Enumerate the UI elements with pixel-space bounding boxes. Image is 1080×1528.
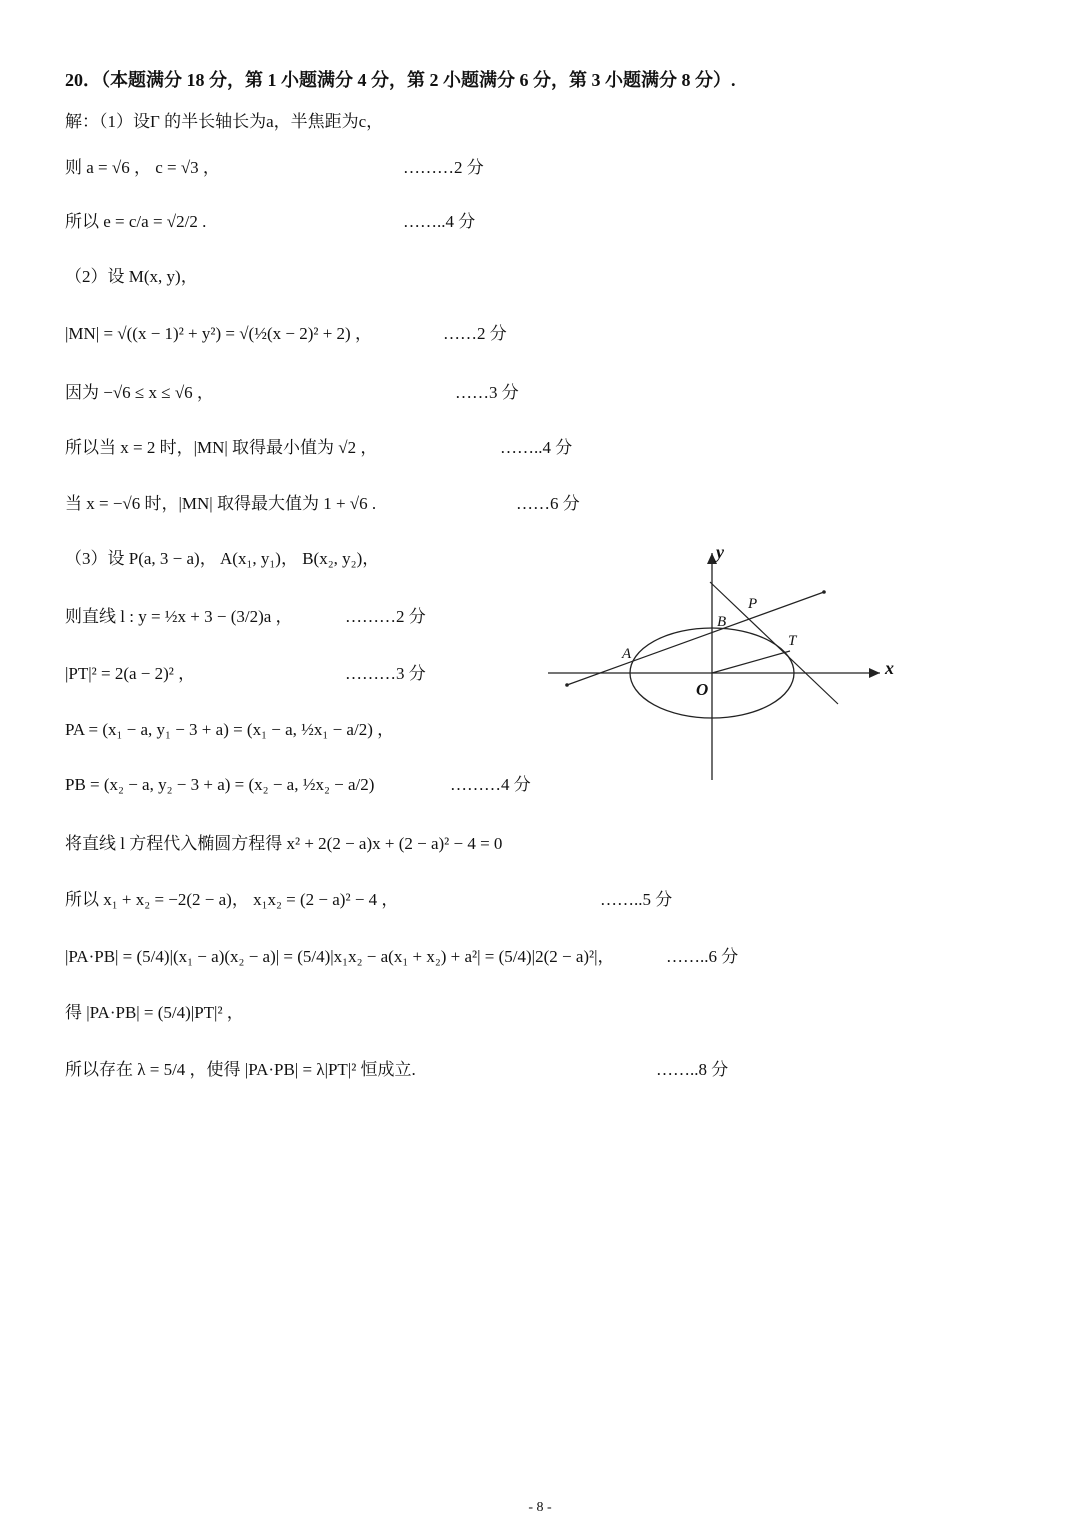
x-axis-label: x bbox=[885, 658, 894, 678]
point-p-label: P bbox=[748, 596, 758, 612]
line-16: |PA·PB| = (5/4)|(x₁ − a)(x₂ − a)| = (5/4)|x₁x₂ − a(x₁ + x₂) + a²| = (5/4)|2(2 − a)²|， bbox=[65, 947, 615, 966]
segment-ot bbox=[712, 651, 790, 673]
line-4: （2）设 M(x, y)， bbox=[65, 267, 198, 286]
y-axis-label: y bbox=[716, 542, 724, 562]
points-5: ……2 分 bbox=[443, 324, 507, 343]
points-7: ……..4 分 bbox=[500, 438, 573, 457]
line-3: 所以 e = c/a = √2/2 . bbox=[65, 212, 207, 231]
line-2: 则 a = √6 ， c = √3 ， bbox=[65, 158, 220, 177]
points-10: ………2 分 bbox=[345, 607, 426, 626]
line-18: 所以存在 λ = 5/4 ，使得 |PA·PB| = λ|PT|² 恒成立. bbox=[65, 1060, 416, 1079]
line-14: 将直线 l 方程代入椭圆方程得 x² + 2(2 − a)x + (2 − a)² − 4 = 0 bbox=[65, 834, 503, 853]
line-pt bbox=[710, 582, 838, 704]
problem-header: 20．（本题满分 18 分，第 1 小题满分 4 分，第 2 小题满分 6 分，第 3 小题满分 8 分）. bbox=[65, 70, 736, 90]
line-7: 所以当 x = 2 时，|MN| 取得最小值为 √2 ， bbox=[65, 438, 378, 457]
points-18: ……..8 分 bbox=[656, 1060, 729, 1079]
line-l-end-left bbox=[565, 683, 569, 687]
points-13: ………4 分 bbox=[450, 775, 531, 794]
line-l bbox=[567, 592, 824, 685]
line-9: （3）设 P(a, 3 − a)， A(x₁, y₁)， B(x₂, y₂)， bbox=[65, 549, 380, 568]
points-16: ……..6 分 bbox=[666, 947, 739, 966]
line-5: |MN| = √((x − 1)² + y²) = √(½(x − 2)² + 2) ， bbox=[65, 324, 372, 343]
line-15: 所以 x₁ + x₂ = −2(2 − a)， x₁x₂ = (2 − a)² − 4 ， bbox=[65, 890, 399, 909]
line-8: 当 x = −√6 时，|MN| 取得最大值为 1 + √6 . bbox=[65, 494, 377, 513]
points-11: ………3 分 bbox=[345, 664, 426, 683]
line-1: 解：（1）设Γ 的半长轴长为a，半焦距为c， bbox=[65, 112, 384, 131]
points-3: ……..4 分 bbox=[403, 212, 476, 231]
line-11: |PT|² = 2(a − 2)² ， bbox=[65, 664, 196, 683]
point-b-label: B bbox=[717, 614, 727, 630]
line-13: PB = (x₂ − a, y₂ − 3 + a) = (x₂ − a, ½x₂ − a/2) bbox=[65, 775, 375, 794]
line-l-end-right bbox=[822, 590, 826, 594]
points-6: ……3 分 bbox=[455, 383, 519, 402]
page-number: - 8 - bbox=[528, 1500, 552, 1515]
x-axis-arrow bbox=[869, 668, 880, 678]
points-8: ……6 分 bbox=[516, 494, 580, 513]
point-a-label: A bbox=[622, 646, 632, 662]
line-17: 得 |PA·PB| = (5/4)|PT|² ， bbox=[65, 1003, 244, 1022]
points-2: ………2 分 bbox=[403, 158, 484, 177]
line-10: 则直线 l : y = ½x + 3 − (3/2)a ， bbox=[65, 607, 293, 626]
point-t-label: T bbox=[788, 633, 797, 649]
origin-label: O bbox=[696, 680, 709, 699]
points-15: ……..5 分 bbox=[600, 890, 673, 909]
line-6: 因为 −√6 ≤ x ≤ √6 ， bbox=[65, 383, 214, 402]
line-12: PA = (x₁ − a, y₁ − 3 + a) = (x₁ − a, ½x₁ − a/2) ， bbox=[65, 720, 395, 739]
